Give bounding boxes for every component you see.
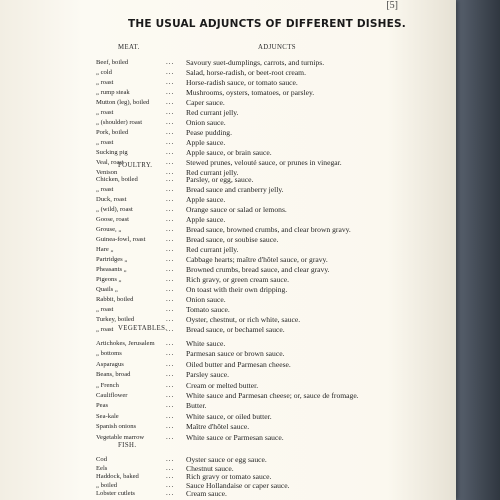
adjunct-text: Horse-radish sauce, or tomato sauce. bbox=[186, 78, 298, 87]
leader-dots: ... bbox=[166, 245, 175, 253]
leader-dots: ... bbox=[166, 88, 175, 96]
leader-dots: ... bbox=[166, 225, 175, 233]
leader-dots: ... bbox=[166, 489, 175, 498]
book-cover-edge bbox=[454, 0, 500, 500]
adjunct-text: White sauce, or oiled butter. bbox=[186, 411, 272, 421]
dish-name: Grouse, „ bbox=[96, 226, 122, 233]
adjunct-text: Apple sauce. bbox=[186, 138, 226, 147]
adjunct-text: Apple sauce. bbox=[186, 215, 226, 224]
table-row bbox=[0, 391, 456, 402]
dish-name: Vegetable marrow bbox=[96, 433, 145, 441]
dish-name: Pork, boiled bbox=[96, 129, 129, 136]
table-row bbox=[0, 339, 456, 350]
leader-dots: ... bbox=[166, 305, 175, 313]
leader-dots: ... bbox=[166, 235, 175, 243]
leader-dots: ... bbox=[166, 175, 175, 183]
table-row bbox=[0, 325, 456, 336]
dish-name: „ roast bbox=[96, 326, 114, 333]
leader-dots: ... bbox=[166, 168, 175, 176]
dish-name: „ roast bbox=[96, 186, 114, 193]
leader-dots: ... bbox=[166, 195, 175, 203]
page-number: [5] bbox=[386, 0, 398, 11]
leader-dots: ... bbox=[166, 265, 175, 273]
dish-name: Asparagus bbox=[96, 360, 124, 368]
adjunct-text: Pease pudding. bbox=[186, 128, 232, 137]
dish-name: Artichokes, Jerusalem bbox=[96, 340, 155, 347]
adjunct-text: Stewed prunes, velouté sauce, or prunes in vinegar. bbox=[186, 158, 342, 167]
leader-dots: ... bbox=[166, 463, 175, 472]
leader-dots: ... bbox=[166, 118, 175, 126]
adjunct-text: Mushrooms, oysters, tomatoes, or parsley. bbox=[186, 88, 315, 97]
leader-dots: ... bbox=[166, 78, 175, 86]
dish-name: Eels bbox=[96, 464, 108, 472]
dish-name: Rabbit, boiled bbox=[96, 296, 134, 303]
dish-name: Mutton (leg), boiled bbox=[96, 99, 150, 106]
adjunct-text: Red currant jelly. bbox=[186, 245, 239, 254]
leader-dots: ... bbox=[166, 285, 175, 293]
table-row bbox=[0, 433, 456, 444]
adjunct-text: Orange sauce or salad or lemons. bbox=[186, 205, 287, 214]
adjunct-text: Apple sauce. bbox=[186, 195, 226, 204]
leader-dots: ... bbox=[166, 349, 175, 358]
dish-name: Partridges „ bbox=[96, 256, 128, 263]
adjuncts-column-heading: ADJUNCTS bbox=[258, 44, 296, 51]
dish-name: Turkey, boiled bbox=[96, 316, 135, 323]
dish-name: „ roast bbox=[96, 139, 114, 146]
dish-name: „ French bbox=[96, 381, 119, 389]
adjunct-text: White sauce and Parmesan cheese; or, sauce de fromage. bbox=[186, 391, 359, 400]
adjunct-text: Cream or melted butter. bbox=[186, 380, 259, 390]
leader-dots: ... bbox=[166, 205, 175, 213]
leader-dots: ... bbox=[166, 370, 175, 379]
leader-dots: ... bbox=[166, 158, 175, 166]
leader-dots: ... bbox=[166, 391, 175, 399]
adjunct-text: Rich gravy or tomato sauce. bbox=[186, 472, 272, 482]
adjunct-text: Salad, horse-radish, or beet-root cream. bbox=[186, 68, 306, 77]
adjunct-text: Bread sauce, browned crumbs, and clear brown gravy. bbox=[186, 225, 351, 234]
dish-name: „ roast bbox=[96, 109, 114, 116]
dish-name: Sucking pig bbox=[96, 149, 128, 156]
dish-name: Spanish onions bbox=[96, 423, 137, 431]
dish-name: Goose, roast bbox=[96, 216, 129, 223]
dish-name: Venison bbox=[96, 169, 118, 176]
adjunct-text: Rich gravy, or green cream sauce. bbox=[186, 275, 290, 284]
adjunct-text: White sauce or Parmesan sauce. bbox=[186, 432, 284, 442]
leader-dots: ... bbox=[166, 185, 175, 193]
adjunct-text: Bread sauce, or soubise sauce. bbox=[186, 235, 279, 244]
leader-dots: ... bbox=[166, 432, 175, 441]
leader-dots: ... bbox=[166, 380, 175, 389]
table-row bbox=[0, 489, 456, 500]
dish-name: Peas bbox=[96, 402, 109, 410]
adjunct-text: Red currant jelly. bbox=[186, 108, 239, 117]
leader-dots: ... bbox=[166, 275, 175, 283]
dish-name: „ bottoms bbox=[96, 350, 122, 358]
dish-name: „ (wild), roast bbox=[96, 206, 133, 213]
leader-dots: ... bbox=[166, 215, 175, 223]
table-row bbox=[0, 412, 456, 423]
leader-dots: ... bbox=[166, 472, 175, 481]
dish-name: „ roast bbox=[96, 306, 114, 313]
adjunct-text: Red currant jelly. bbox=[186, 168, 239, 177]
leader-dots: ... bbox=[166, 295, 175, 303]
dish-name: Pheasants „ bbox=[96, 266, 127, 273]
table-row bbox=[0, 370, 456, 381]
leader-dots: ... bbox=[166, 128, 175, 136]
dish-name: „ boiled bbox=[96, 481, 118, 489]
dish-name: Veal, roast bbox=[96, 159, 124, 166]
table-row bbox=[0, 401, 456, 412]
adjunct-text: Bread sauce and cranberry jelly. bbox=[186, 185, 284, 194]
section-heading: POULTRY. bbox=[118, 162, 153, 169]
leader-dots: ... bbox=[166, 422, 175, 431]
leader-dots: ... bbox=[166, 255, 175, 263]
leader-dots: ... bbox=[166, 359, 175, 368]
adjunct-text: Parsley sauce. bbox=[186, 370, 230, 380]
adjunct-text: Oyster, chestnut, or rich white, sauce. bbox=[186, 315, 301, 324]
leader-dots: ... bbox=[166, 148, 175, 156]
leader-dots: ... bbox=[166, 98, 175, 106]
adjunct-text: Sauce Hollandaise or caper sauce. bbox=[186, 480, 290, 490]
leader-dots: ... bbox=[166, 455, 175, 463]
adjunct-text: Savoury suet-dumplings, carrots, and turnips. bbox=[186, 58, 325, 67]
adjunct-text: White sauce. bbox=[186, 339, 226, 348]
adjunct-text: Tomato sauce. bbox=[186, 305, 230, 314]
adjunct-text: Oyster sauce or egg sauce. bbox=[186, 455, 267, 464]
dish-name: Cauliflower bbox=[96, 392, 128, 399]
table-row bbox=[0, 349, 456, 360]
leader-dots: ... bbox=[166, 58, 175, 66]
dish-name: Chicken, boiled bbox=[96, 176, 138, 183]
adjunct-text: Oiled butter and Parmesan cheese. bbox=[186, 359, 291, 369]
leader-dots: ... bbox=[166, 480, 175, 489]
dish-name: Beans, broad bbox=[96, 371, 131, 379]
leader-dots: ... bbox=[166, 68, 175, 76]
dish-name: Beef, boiled bbox=[96, 59, 129, 66]
adjunct-text: Onion sauce. bbox=[186, 295, 226, 304]
section-heading: MEAT. bbox=[118, 44, 140, 51]
section-heading: FISH. bbox=[118, 442, 137, 449]
table-row bbox=[0, 381, 456, 392]
adjunct-text: Butter. bbox=[186, 401, 207, 411]
leader-dots: ... bbox=[166, 315, 175, 323]
dish-name: Quails „ bbox=[96, 286, 118, 293]
dish-name: Duck, roast bbox=[96, 196, 127, 203]
adjunct-text: Onion sauce. bbox=[186, 118, 226, 127]
leader-dots: ... bbox=[166, 108, 175, 116]
adjunct-text: Maître d'hôtel sauce. bbox=[186, 422, 250, 432]
adjunct-text: Apple sauce, or brain sauce. bbox=[186, 148, 272, 157]
leader-dots: ... bbox=[166, 325, 175, 333]
adjunct-text: Parmesan sauce or brown sauce. bbox=[186, 349, 285, 359]
dish-name: „ roast bbox=[96, 79, 114, 86]
adjunct-text: Parsley, or egg, sauce. bbox=[186, 175, 254, 184]
leader-dots: ... bbox=[166, 138, 175, 146]
dish-name: Haddock, baked bbox=[96, 473, 139, 481]
dish-name: „ rump steak bbox=[96, 89, 130, 96]
adjunct-text: Cabbage hearts; maître d'hôtel sauce, or gravy. bbox=[186, 255, 328, 264]
dish-name: Lobster cutlets bbox=[96, 490, 136, 498]
dish-name: Cod bbox=[96, 456, 107, 463]
dish-name: „ (shoulder) roast bbox=[96, 119, 143, 126]
dish-name: Guinea-fowl, roast bbox=[96, 236, 146, 243]
dish-name: „ cold bbox=[96, 69, 112, 76]
section-heading: VEGETABLES. bbox=[118, 325, 168, 332]
dish-name: Sea-kale bbox=[96, 412, 119, 420]
adjunct-text: Chestnut sauce. bbox=[186, 463, 234, 473]
leader-dots: ... bbox=[166, 401, 175, 410]
table-row bbox=[0, 360, 456, 371]
leader-dots: ... bbox=[166, 411, 175, 420]
adjunct-text: Bread sauce, or bechamel sauce. bbox=[186, 325, 285, 334]
adjunct-text: Cream sauce. bbox=[186, 489, 227, 499]
page-title: THE USUAL ADJUNCTS OF DIFFERENT DISHES. bbox=[128, 18, 406, 30]
adjunct-text: Browned crumbs, bread sauce, and clear gravy. bbox=[186, 265, 330, 274]
table-row bbox=[0, 422, 456, 433]
adjunct-text: On toast with their own dripping. bbox=[186, 285, 288, 294]
adjunct-text: Caper sauce. bbox=[186, 98, 225, 107]
dish-name: Hare „ bbox=[96, 246, 114, 253]
leader-dots: ... bbox=[166, 339, 175, 347]
dish-name: Pigeons „ bbox=[96, 276, 122, 283]
